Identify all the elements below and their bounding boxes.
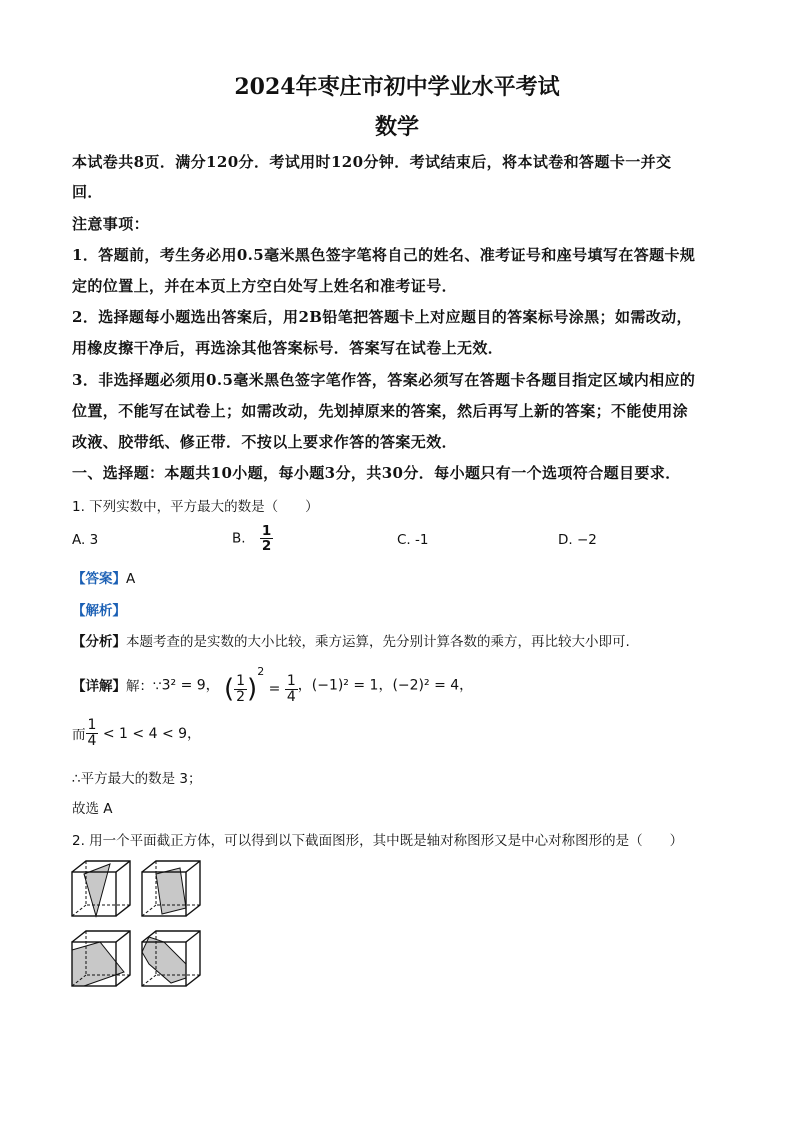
detail-frac-den: 2 — [236, 688, 246, 705]
cube-figure-c — [70, 928, 134, 992]
detail-expr-3: ，(−1)² = 1，(−2)² = 4， — [297, 677, 474, 694]
cube-figure-d — [140, 928, 204, 992]
analysis-tag: 【解析】 — [72, 603, 126, 619]
q1-option-b-numerator: 1 — [261, 523, 272, 539]
q1-option-d: D. −2 — [558, 532, 597, 548]
detail-result-num: 1 — [286, 672, 296, 689]
while-frac-den: 4 — [87, 732, 97, 749]
q1-detail-line: 【详解】解：∵3² = 9， ( $\frac{1}{2}$ )$^2$ = $\frac{1}{4}$ ，(−1)² = 1，(−2)² = 4， — [72, 665, 474, 705]
detail-tag: 【详解】 — [72, 678, 126, 695]
q1-option-a: A. 3 — [72, 532, 99, 548]
q1-fenxi — [72, 630, 630, 650]
note-3-line-1: 3．非选择题必须用0.5毫米黑色签字笔作答，答案必须写在答题卡各题目指定区域内相应的 — [72, 371, 696, 389]
cube-figure-b — [140, 858, 204, 922]
notes-heading: 注意事项： — [72, 215, 150, 233]
detail-frac-num: 1 — [236, 672, 246, 689]
fenxi-tag: 【分析】 — [72, 634, 126, 650]
intro-line-2: 回． — [72, 183, 103, 201]
fenxi-text: 本题考查的是实数的大小比较，乘方运算，先分别计算各数的乘方，再比较大小即可. — [126, 634, 630, 650]
answer-value: A — [126, 571, 136, 587]
q1-option-b — [232, 524, 273, 553]
note-1-line-1: 1．答题前，考生务必用0.5毫米黑色签字笔将自己的姓名、准考证号和座号填写在答题卡规 — [72, 246, 696, 264]
while-prefix: 而 — [72, 727, 86, 744]
note-3-line-2: 位置，不能写在试卷上；如需改动，先划掉原来的答案，然后再写上新的答案；不能使用涂 — [72, 402, 689, 420]
section-shape-d — [142, 937, 186, 983]
q1-analysis — [72, 599, 126, 619]
q1-option-b-denominator: 2 — [261, 538, 272, 555]
page-title: 2024年枣庄市初中学业水平考试 — [234, 74, 560, 100]
cube-figure-a — [70, 858, 134, 922]
detail-eq: = — [264, 681, 285, 697]
q1-option-b-label: B. — [232, 530, 246, 547]
answer-tag: 【答案】 — [72, 571, 126, 587]
q2-stem: 2. 用一个平面截正方体，可以得到以下截面图形，其中既是轴对称图形又是中心对称图形的是（ ） — [72, 833, 684, 849]
section-shape-b — [156, 868, 186, 914]
note-2-line-2: 用橡皮擦干净后，再选涂其他答案标号．答案写在试卷上无效． — [72, 339, 504, 357]
detail-expr-1: 3² = 9， — [161, 677, 220, 694]
q1-answer — [72, 567, 135, 587]
note-1-line-2: 定的位置上，并在本页上方空白处写上姓名和准考证号． — [72, 277, 458, 295]
section-1-heading: 一、选择题：本题共10小题，每小题3分，共30分．每小题只有一个选项符合题目要求． — [72, 464, 681, 482]
subject-title: 数学 — [374, 114, 419, 140]
detail-prefix: 解：∵ — [126, 678, 162, 695]
q1-therefore: ∴平方最大的数是 3； — [72, 771, 202, 787]
while-frac-num: 1 — [87, 717, 97, 733]
detail-exp: 2 — [257, 665, 265, 678]
note-2-line-1: 2．选择题每小题选出答案后，用2B铅笔把答题卡上对应题目的答案标号涂黑；如需改动， — [72, 308, 692, 326]
detail-result-den: 4 — [286, 688, 296, 705]
q1-while-line — [72, 718, 201, 748]
q1-choose: 故选 A — [72, 801, 113, 817]
q1-stem: 1. 下列实数中，平方最大的数是（ ） — [72, 499, 319, 515]
note-3-line-3: 改液、胶带纸、修正带．不按以上要求作答的答案无效． — [72, 433, 458, 451]
while-rest: < 1 < 4 < 9， — [98, 726, 202, 743]
q1-option-c: C. -1 — [397, 532, 429, 548]
intro-line-1: 本试卷共8页．满分120分．考试用时120分钟．考试结束后，将本试卷和答题卡一并交 — [72, 153, 672, 171]
